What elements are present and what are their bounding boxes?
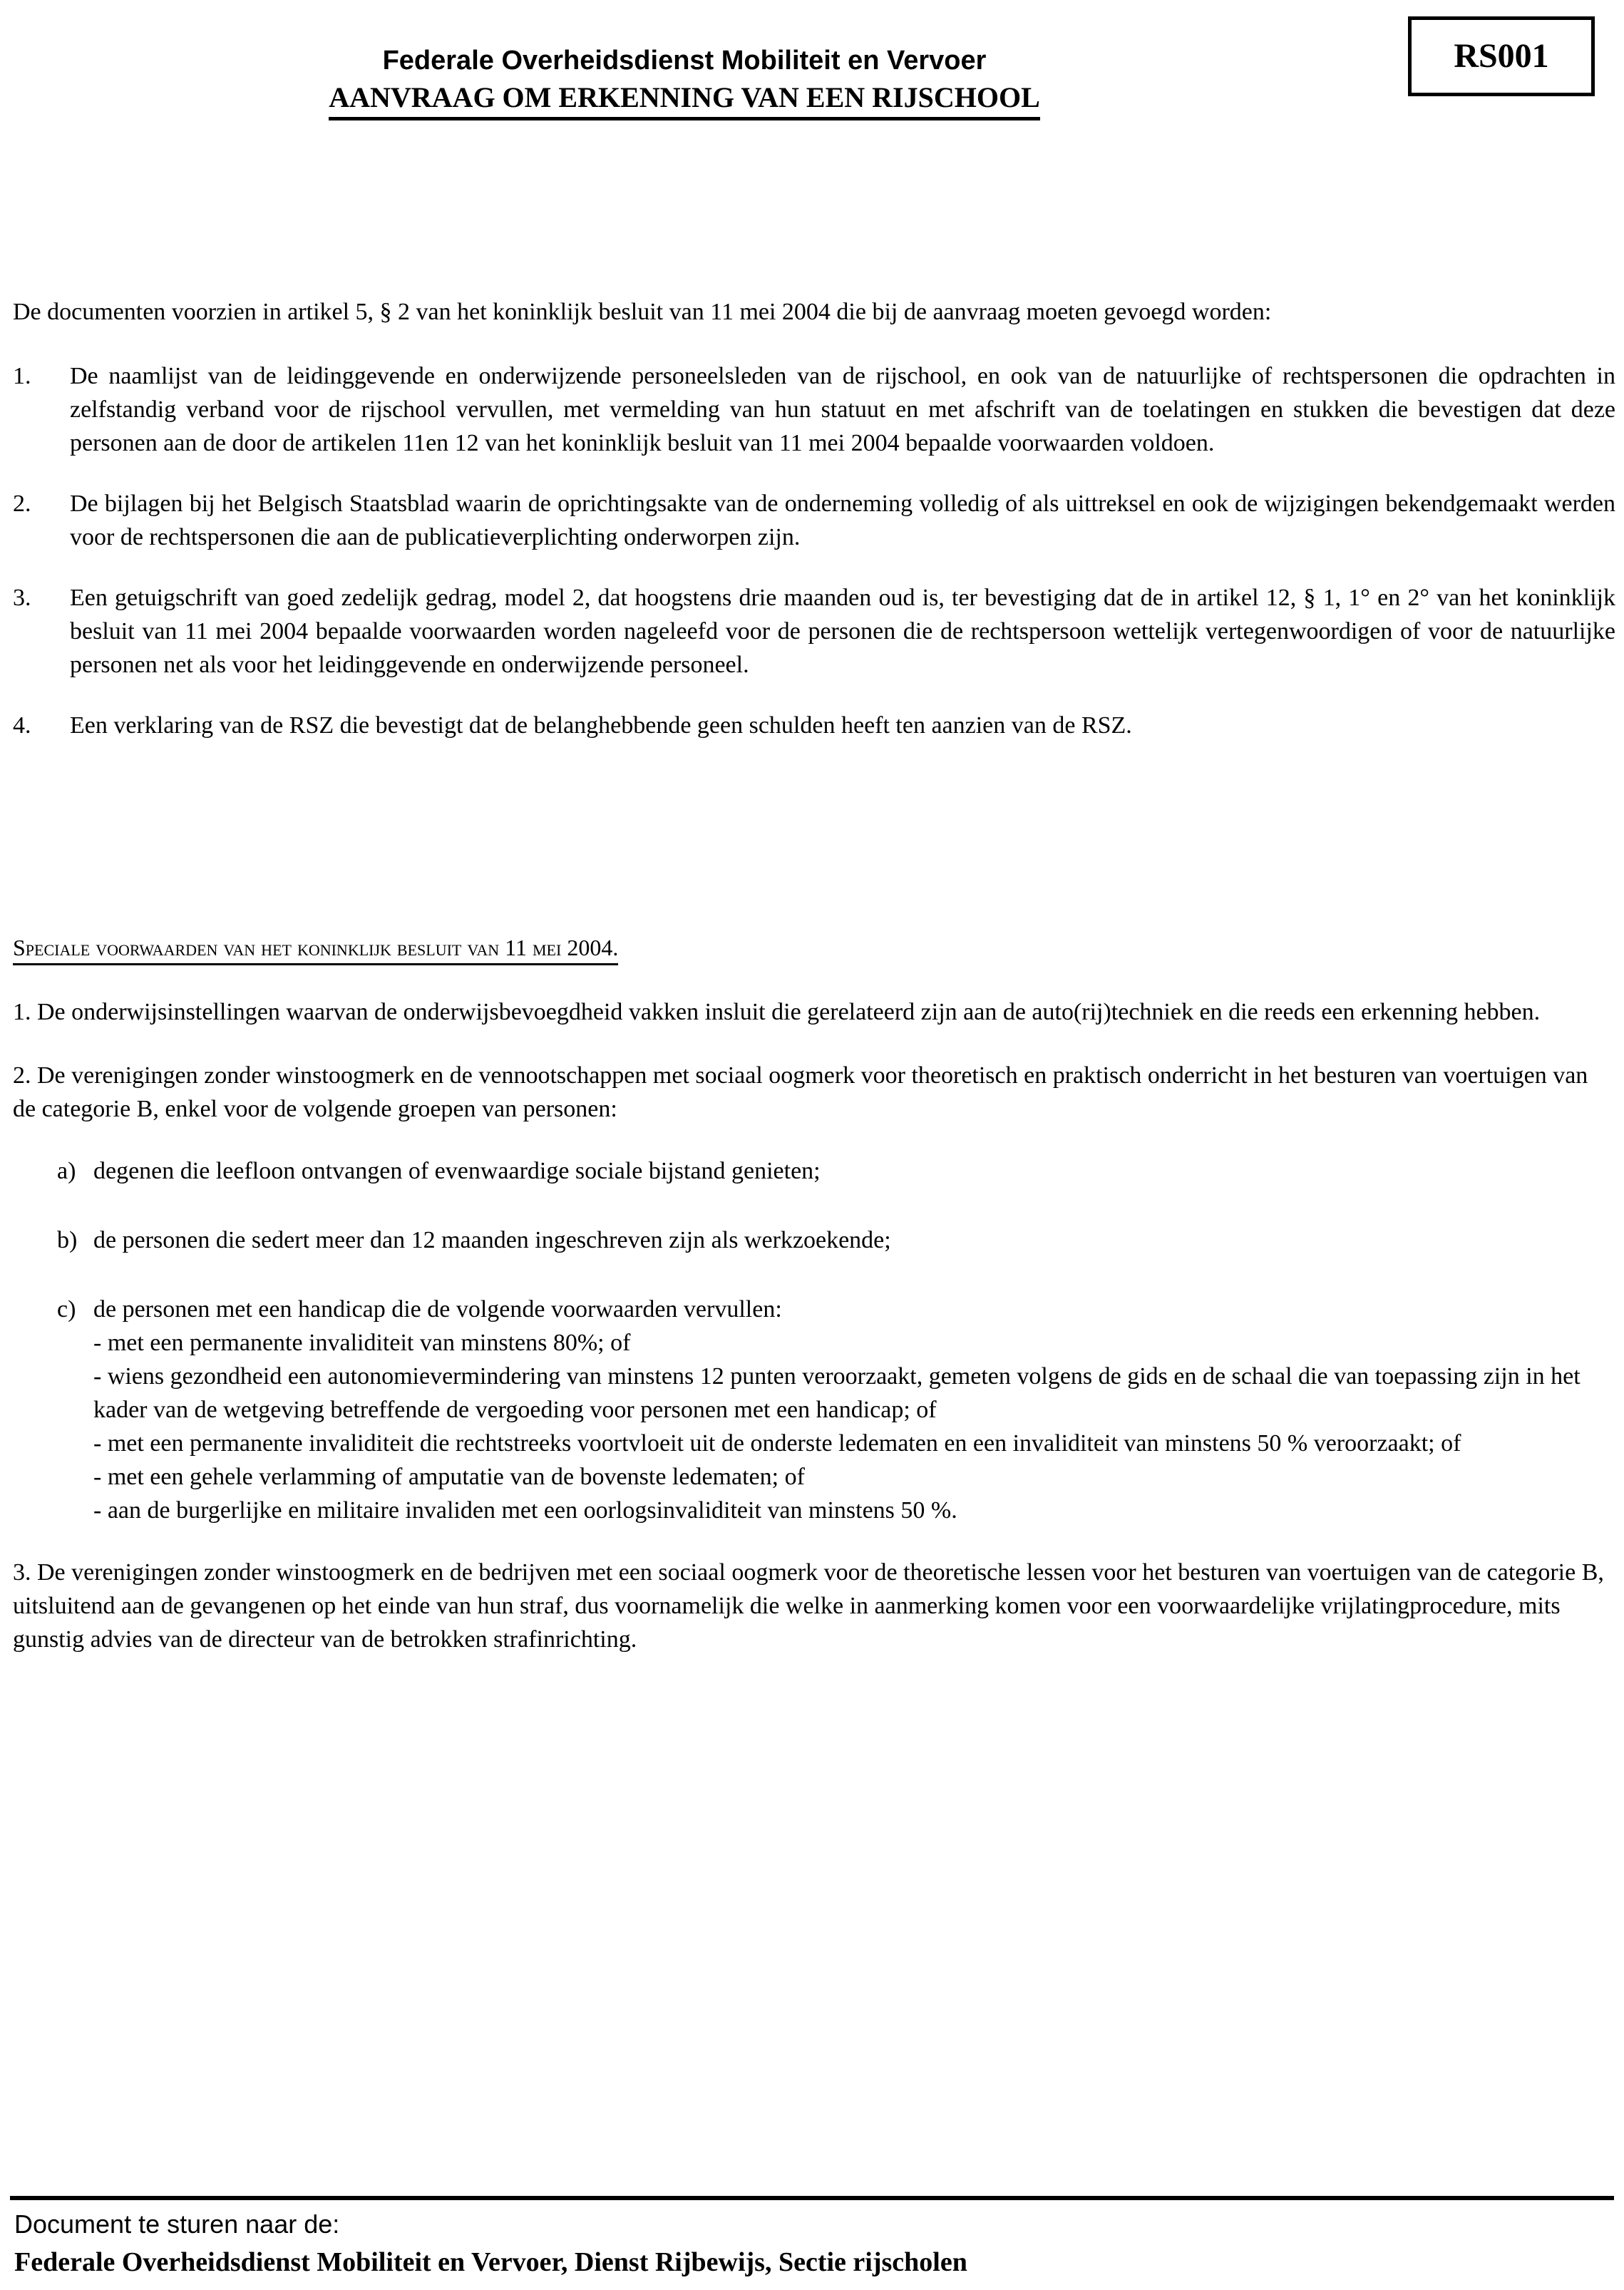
list-item <box>13 709 1615 742</box>
list-item-marker: 4. <box>13 712 31 739</box>
list-item-text: De bijlagen bij het Belgisch Staatsblad waarin de oprichtingsakte van de onderneming volledig of als uittreksel en ook de wijzigingen bekendgemaakt werden voor de rechtspersonen die aan de publicatieverplichting onderworpen zijn. <box>70 491 1615 550</box>
special-paragraph-3: 3. De verenigingen zonder winstoogmerk en de bedrijven met een sociaal oogmerk voor de theoretische lessen voor het besturen van voertuigen van de categorie B, uitsluitend aan de gevangenen op het einde van hun straf, dus voornamelijk die welke in aanmerking komen voor een voorwaardelijke vrijlatingprocedure, mits gunstig advies van de directeur van de betrokken strafinrichting. <box>13 1559 1604 1653</box>
document-body <box>13 272 1615 742</box>
list-item <box>13 1154 1615 1188</box>
handicap-conditions-list <box>93 1326 1615 1527</box>
required-documents-list <box>13 359 1615 742</box>
footer-address: Federale Overheidsdienst Mobiliteit en Vervoer, Dienst Rijbewijs, Sectie rijscholen <box>14 2247 967 2277</box>
intro-paragraph: De documenten voorzien in artikel 5, § 2 van het koninklijk besluit van 11 mei 2004 die bij de aanvraag moeten gevoegd worden: <box>13 299 1272 325</box>
list-item-text: De naamlijst van de leidinggevende en onderwijzende personeelsleden van de rijschool, en ook van de natuurlijke of rechtspersonen die opdrachten in zelfstandig verband voor de rijschool vervullen, met vermelding van hun statuut en met afschrift van de toelatingen en stukken die bevestigen dat deze personen aan de door de artikelen 11en 12 van het koninklijk besluit van 11 mei 2004 bepaalde voorwaarden voldoen. <box>70 363 1615 456</box>
list-item: - aan de burgerlijke en militaire invaliden met een oorlogsinvaliditeit van minstens 50 %. <box>93 1497 957 1524</box>
special-paragraph-1: 1. De onderwijsinstellingen waarvan de onderwijsbevoegdheid vakken insluit die gerelateerd zijn aan de auto(rij)techniek en die reeds een erkenning hebben. <box>13 999 1541 1025</box>
special-conditions-heading: Speciale voorwaarden van het koninklijk besluit van 11 mei 2004. <box>13 933 618 965</box>
list-item-text: de personen met een handicap die de volgende voorwaarden vervullen: <box>93 1296 782 1323</box>
list-item <box>13 1223 1615 1257</box>
list-item-marker: 3. <box>13 585 31 611</box>
header-title-block <box>0 44 1369 115</box>
list-item <box>13 581 1615 682</box>
person-groups-list <box>13 1154 1615 1527</box>
list-item-text: degenen die leefloon ontvangen of evenwaardige sociale bijstand genieten; <box>93 1158 821 1184</box>
list-item <box>13 1293 1615 1527</box>
list-item-marker: c) <box>57 1296 76 1323</box>
special-conditions-heading-wrapper <box>13 933 1615 965</box>
form-code-label: RS001 <box>1454 37 1549 75</box>
list-item: - met een gehele verlamming of amputatie van de bovenste ledematen; of <box>93 1464 805 1490</box>
list-item-marker: 2. <box>13 491 31 517</box>
list-item-marker: 1. <box>13 363 31 389</box>
list-item-marker: b) <box>57 1227 78 1253</box>
form-title-wrapper <box>0 80 1369 115</box>
list-item <box>13 359 1615 460</box>
list-item-text: de personen die sedert meer dan 12 maanden ingeschreven zijn als werkzoekende; <box>93 1227 891 1253</box>
document-header <box>0 0 1624 143</box>
special-paragraph-2: 2. De verenigingen zonder winstoogmerk en de vennootschappen met sociaal oogmerk voor theoretisch en praktisch onderricht in het besturen van voertuigen van de categorie B, enkel voor de volgende groepen van personen: <box>13 1062 1588 1122</box>
footer-divider <box>10 2196 1614 2200</box>
form-title: AANVRAAG OM ERKENNING VAN EEN RIJSCHOOL <box>329 81 1040 120</box>
list-item-text: Een getuigschrift van goed zedelijk gedrag, model 2, dat hoogstens drie maanden oud is, ter bevestiging dat de in artikel 12, § 1, 1° en 2° van het koninklijk besluit van 11 mei 2004 bepaalde voorwaarden worden nageleefd voor de personen die de rechtspersoon wettelijk vertegenwoordigen of voor de natuurlijke personen net als voor het leidinggevende en onderwijzende personeel. <box>70 585 1615 678</box>
list-item-marker: a) <box>57 1158 76 1184</box>
list-item: - met een permanente invaliditeit die rechtstreeks voortvloeit uit de onderste ledematen en een invaliditeit van minstens 50 % veroorzaakt; of <box>93 1430 1461 1457</box>
list-item: - wiens gezondheid een autonomievermindering van minstens 12 punten veroorzaakt, gemeten volgens de gids en de schaal die van toepassing zijn in het kader van de wetgeving betreffende de vergoeding voor personen met een handicap; of <box>93 1363 1581 1423</box>
form-code-box <box>1408 16 1595 96</box>
footer-send-to-label: Document te sturen naar de: <box>14 2209 340 2239</box>
list-item-text: Een verklaring van de RSZ die bevestigt dat de belanghebbende geen schulden heeft ten aanzien van de RSZ. <box>70 712 1132 739</box>
list-item: - met een permanente invaliditeit van minstens 80%; of <box>93 1330 631 1356</box>
special-conditions-section <box>13 933 1615 1680</box>
document-footer <box>0 2196 1624 2290</box>
list-item <box>13 487 1615 554</box>
agency-name: Federale Overheidsdienst Mobiliteit en Vervoer <box>382 46 987 76</box>
